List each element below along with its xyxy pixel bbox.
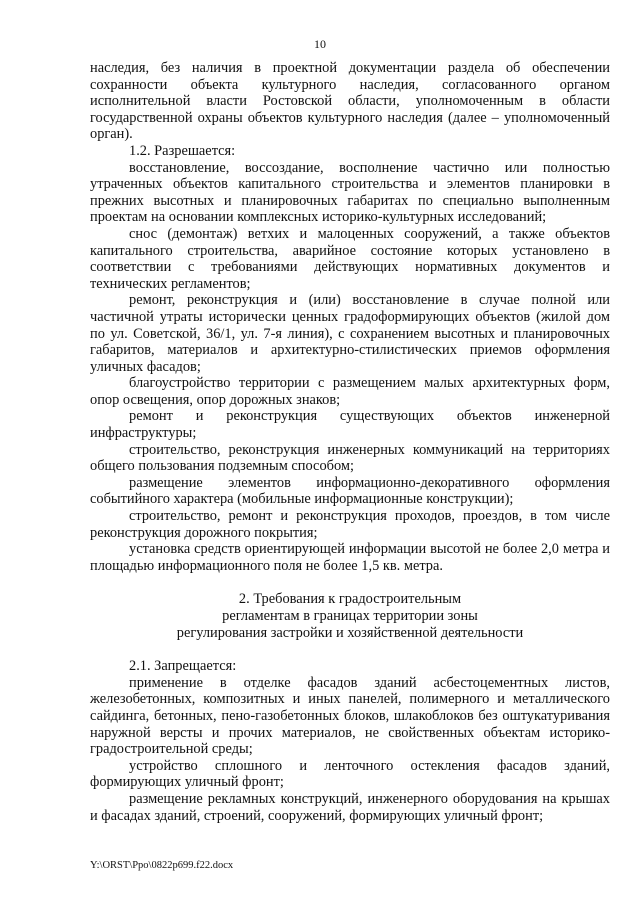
document-body [90,60,610,824]
paragraph: ремонт и реконструкция существующих объектов инженерной инфраструктуры; [90,408,610,442]
section-heading-line: регламентам в границах территории зоны [222,608,478,624]
section-heading-line: регулирования застройки и хозяйственной деятельности [176,624,524,641]
paragraph: 1.2. Разрешается: [129,142,236,159]
paragraph: снос (демонтаж) ветхих и малоценных сооружений, а также объектов капитального строительства, аварийное состояние которых установлено в соответствии с требованиями действующих нормативных документов и технических регламентов; [90,225,610,292]
paragraph: благоустройство территории с размещением малых архитектурных форм, опор освещения, опор дорожных знаков; [90,375,610,408]
page-number: 10 [314,37,326,51]
paragraph: ремонт, реконструкция и (или) восстановление в случае полной или частичной утраты исторически ценных градоформирующих объектов (жилой дом по ул. Советской, 36/1, ул. 7-я линия), с сохранением высотных и планировочных габаритов, материалов и архитектурно-стилистических приемов оформления уличных фасадов; [90,292,610,375]
paragraph: строительство, ремонт и реконструкция проходов, проездов, в том числе реконструкция дорожного покрытия; [90,508,610,541]
section-spacer [90,641,610,658]
paragraph: 2.1. Запрещается: [129,658,237,675]
section-heading-line: 2. Требования к градостроительным [238,591,462,608]
file-path-footer: Y:\ORST\Ppo\0822p699.f22.docx [90,860,234,871]
paragraph: размещение рекламных конструкций, инженерного оборудования на крышах и фасадах зданий, строений, сооружений, формирующих уличный фронт; [90,790,610,824]
section-spacer [90,574,610,591]
paragraph: применение в отделке фасадов зданий асбестоцементных листов, железобетонных, композитных и иных панелей, полимерного и металлического сайдинга, бетонных, пено-газобетонных блоков, шлакоблоков без оштукатуривания наружной версты и прочих материалов, не свойственных объектам историко-градостроительной среды; [90,674,610,758]
paragraph: наследия, без наличия в проектной документации раздела об обеспечении сохранности объекта культурного наследия, согласованного органом исполнительной власти Ростовской области, уполномоченным в области государственной охраны объектов культурного наследия (далее – уполномоченный орган). [90,60,610,143]
paragraph: восстановление, воссоздание, восполнение частично или полностью утраченных объектов капитального строительства и элементов планировки в прежних высотных и планировочных габаритах по специально выполненным проектам на основании комплексных историко-культурных исследований; [90,159,610,226]
paragraph: установка средств ориентирующей информации высотой не более 2,0 метра и площадью информационного поля не более 1,5 кв. метра. [90,541,610,574]
paragraph: строительство, реконструкция инженерных коммуникаций на территориях общего пользования подземным способом; [90,441,610,475]
paragraph: устройство сплошного и ленточного остекления фасадов зданий, формирующих уличный фронт; [90,757,610,791]
paragraph: размещение элементов информационно-декоративного оформления событийного характера (мобильные информационные конструкции); [90,474,610,508]
